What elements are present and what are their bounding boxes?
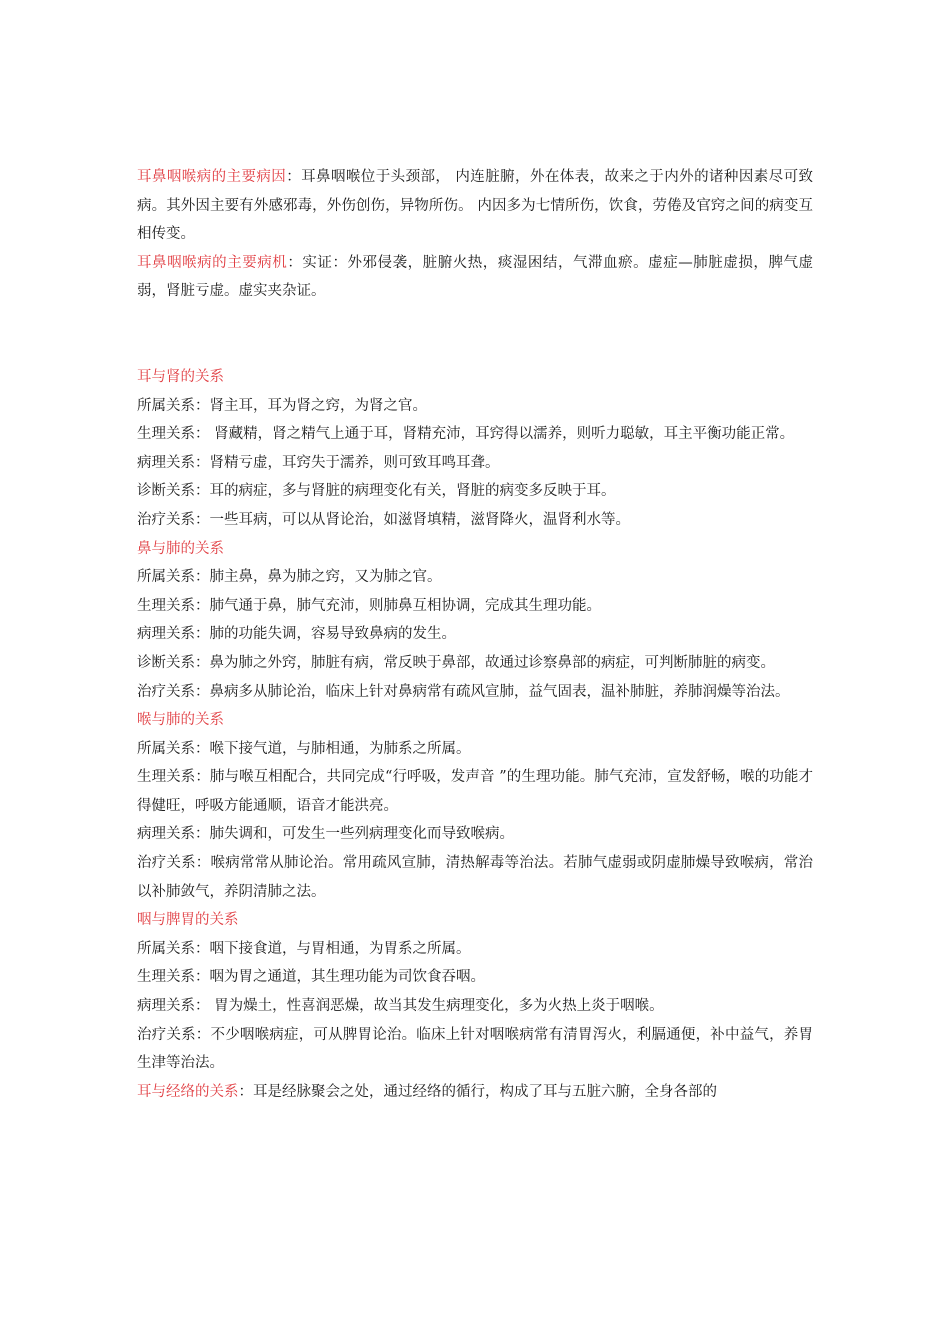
section-item: 生理关系： 肾藏精，肾之精气上通于耳，肾精充沛，耳窍得以濡养，则听力聪敏，耳主平衡功能正常。 <box>137 426 795 443</box>
section-item: 生理关系：肺气通于鼻，肺气充沛，则肺鼻互相协调，完成其生理功能。 <box>137 597 601 614</box>
section-item: 病理关系：肺失调和，可发生一些列病理变化而导致喉病。 <box>137 826 514 843</box>
section-item: 治疗关系：喉病常常从肺论治。常用疏风宣肺，清热解毒等治法。若肺气虚弱或阴虚肺燥导致喉病，常治以补肺敛气，养阴清肺之法。 <box>137 855 813 900</box>
section-item: 治疗关系：鼻病多从肺论治，临床上针对鼻病常有疏风宣肺，益气固表，温补肺脏，养肺润燥等治法。 <box>137 683 790 700</box>
term-label: 耳鼻咽喉病的主要病机 <box>137 254 288 271</box>
section-item: 治疗关系：一些耳病，可以从肾论治，如滋肾填精，滋肾降火，温肾利水等。 <box>137 511 630 528</box>
section-heading: 鼻与肺的关系 <box>137 540 224 557</box>
section-item: 病理关系：肾精亏虚，耳窍失于濡养，则可致耳鸣耳聋。 <box>137 454 500 471</box>
section-item: 所属关系：喉下接气道，与肺相通，为肺系之所属。 <box>137 740 471 757</box>
section-gap <box>137 306 813 363</box>
paragraph-text: 耳鼻咽喉位于头颈部， 内连脏腑，外在体表，故来之于内外的诸种因素尽可致病。其外因主要有外感邪毒，外伤创伤，异物所伤。 内因多为七情所伤，饮食，劳倦及官窍之间的病变互相传变。 <box>137 169 814 243</box>
intro-paragraph-mechanism <box>137 249 813 306</box>
section-item: 所属关系：肾主耳，耳为肾之窍，为肾之官。 <box>137 397 427 414</box>
section-item: 所属关系：咽下接食道，与胃相通，为胃系之所属。 <box>137 940 471 957</box>
paragraph-text: 实证：外邪侵袭，脏腑火热，痰湿困结，气滞血瘀。虚症—肺脏虚损，脾气虚弱，肾脏亏虚。虚实夹杂证。 <box>137 254 814 300</box>
section-item: 生理关系：咽为胃之通道，其生理功能为司饮食吞咽。 <box>137 969 485 986</box>
section-nose-lung <box>137 535 813 707</box>
section-throat-lung <box>137 706 813 906</box>
section-heading: 喉与肺的关系 <box>137 712 224 729</box>
section-pharynx-spleen-stomach <box>137 906 813 1078</box>
section-item: 病理关系：肺的功能失调，容易导致鼻病的发生。 <box>137 626 456 643</box>
term-label: 耳鼻咽喉病的主要病因 <box>137 169 287 185</box>
term-label: 耳与经络的关系 <box>137 1083 239 1100</box>
section-ear-kidney <box>137 363 813 535</box>
closing-paragraph <box>137 1078 813 1107</box>
section-item: 病理关系： 胃为燥土，性喜润恶燥，故当其发生病理变化，多为火热上炎于咽喉。 <box>137 998 664 1015</box>
paragraph-text: 耳是经脉聚会之处，通过经络的循行，构成了耳与五脏六腑，全身各部的 <box>253 1083 717 1100</box>
section-item: 诊断关系：鼻为肺之外窍，肺脏有病，常反映于鼻部，故通过诊察鼻部的病症，可判断肺脏的病变。 <box>137 654 775 671</box>
section-item: 所属关系：肺主鼻，鼻为肺之窍，又为肺之官。 <box>137 569 442 586</box>
section-heading: 耳与肾的关系 <box>137 368 224 385</box>
section-item: 生理关系：肺与喉互相配合，共同完成“行呼吸，发声音 ”的生理功能。肺气充沛，宣发舒畅，喉的功能才得健旺，呼吸方能通顺，语音才能洪亮。 <box>137 769 813 814</box>
section-item: 诊断关系：耳的病症，多与肾脏的病理变化有关，肾脏的病变多反映于耳。 <box>137 483 616 500</box>
section-heading: 咽与脾胃的关系 <box>137 912 239 929</box>
section-item: 治疗关系：不少咽喉病症，可从脾胃论治。临床上针对咽喉病常有清胃泻火，利膈通便，补中益气，养胃生津等治法。 <box>137 1026 813 1072</box>
document-page <box>137 163 813 1106</box>
separator: ： <box>287 254 303 271</box>
separator: ： <box>286 169 302 185</box>
intro-paragraph-cause <box>137 163 813 249</box>
separator: ： <box>238 1083 253 1100</box>
